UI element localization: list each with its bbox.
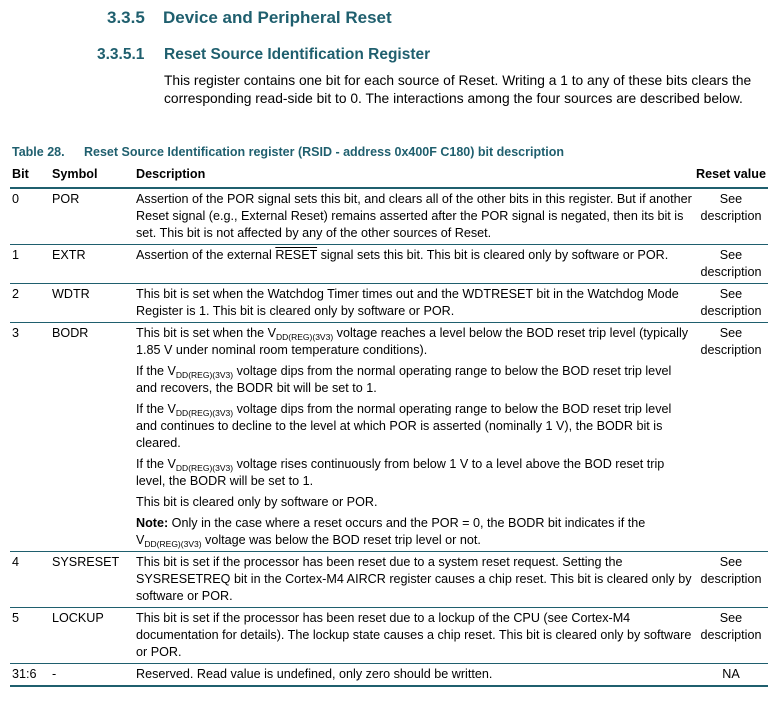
- cell-symbol: POR: [52, 192, 80, 206]
- cell-reset-value: See description: [700, 248, 762, 279]
- note-paragraph: [136, 515, 692, 549]
- cell-reset-value: See description: [700, 287, 762, 318]
- section-number: 3.3.5: [107, 8, 145, 27]
- table-row: [10, 323, 768, 552]
- desc-text: voltage was below the BOD reset trip level or not.: [201, 533, 481, 547]
- vdd-subscript: DD(REG)(3V3): [175, 408, 234, 418]
- vdd-letter: V: [167, 364, 176, 378]
- cell-reset-value: See description: [700, 192, 762, 223]
- table-row: [10, 552, 768, 608]
- intro-paragraph: This register contains one bit for each source of Reset. Writing a 1 to any of these bits clears the corresponding read-side bit to 0. The interactions among the four sources are described below.: [164, 73, 752, 106]
- vdd-letter: V: [167, 402, 176, 416]
- table-number: Table 28.: [12, 145, 65, 159]
- cell-reset-value: NA: [722, 667, 740, 681]
- cell-description: This bit is set when the Watchdog Timer times out and the WDTRESET bit in the Watchdog Mode Register is 1. This bit is cleared only by software or POR.: [136, 287, 679, 318]
- cell-bit: 3: [12, 326, 20, 340]
- desc-text: If the: [136, 457, 168, 471]
- subsection-heading: [97, 46, 430, 64]
- cell-reset-value: See description: [700, 326, 762, 357]
- register-bit-table: [10, 163, 768, 687]
- header-symbol: Symbol: [50, 163, 134, 188]
- cell-description: [134, 323, 694, 552]
- vdd-letter: V: [167, 457, 176, 471]
- section-title: Device and Peripheral Reset: [163, 8, 392, 27]
- desc-text: If the: [136, 364, 168, 378]
- section-heading: [107, 8, 392, 28]
- cell-description: This bit is set if the processor has been reset due to a lockup of the CPU (see Cortex-M4 documentation for details). The lockup state causes a chip reset. This bit is cleared only by software or POR.: [136, 611, 692, 659]
- desc-text: voltage dips from the normal operating range to below the BOD reset trip level and recovers, the BODR bit will be set to 1.: [136, 364, 672, 395]
- vdd-letter: V: [136, 533, 145, 547]
- cell-reset-value: See description: [700, 611, 762, 642]
- desc-paragraph: [136, 401, 692, 452]
- table-row: [10, 188, 768, 245]
- cell-bit: 0: [12, 192, 20, 206]
- cell-reset-value: See description: [700, 555, 762, 586]
- vdd-subscript: DD(REG)(3V3): [175, 463, 234, 473]
- cell-description: Reserved. Read value is undefined, only zero should be written.: [136, 667, 493, 681]
- table-caption: [12, 145, 564, 159]
- vdd-symbol: [136, 533, 202, 547]
- vdd-subscript: DD(REG)(3V3): [276, 332, 334, 342]
- desc-paragraph: [136, 363, 692, 397]
- desc-text: signal sets this bit. This bit is cleared only by software or POR.: [317, 248, 669, 262]
- cell-symbol: BODR: [52, 326, 89, 340]
- subsection-title: Reset Source Identification Register: [164, 46, 431, 63]
- desc-text: voltage rises continuously from below 1 V to a level above the BOD reset trip level, the BODR will be set to 1.: [136, 457, 665, 488]
- vdd-letter: V: [267, 326, 277, 340]
- desc-text: If the: [136, 402, 168, 416]
- cell-symbol: -: [52, 667, 57, 681]
- vdd-subscript: DD(REG)(3V3): [144, 539, 202, 549]
- desc-text: Only in the case where a reset occurs and the POR = 0, the BODR bit indicates if the: [168, 516, 646, 530]
- vdd-subscript: DD(REG)(3V3): [175, 370, 234, 380]
- table-row: [10, 245, 768, 284]
- desc-text: voltage dips from the normal operating range to below the BOD reset trip level and continues to decline to the level at which POR is asserted (nominally 1 V), the BODR bit is cleared.: [136, 402, 672, 450]
- cell-description: This bit is set if the processor has been reset due to a system reset request. Setting the SYSRESETREQ bit in the Cortex-M4 AIRCR register causes a chip reset. This bit is cleared only by software or POR.: [136, 555, 692, 603]
- cell-symbol: LOCKUP: [52, 611, 104, 625]
- table-row: [10, 664, 768, 687]
- header-description: Description: [134, 163, 694, 188]
- vdd-symbol: [268, 326, 334, 340]
- cell-symbol: EXTR: [52, 248, 86, 262]
- desc-text: Assertion of the external: [136, 248, 276, 262]
- table-caption-text: Reset Source Identification register (RSID - address 0x400F C180) bit description: [84, 145, 564, 159]
- subsection-number: 3.3.5.1: [97, 46, 145, 63]
- vdd-symbol: [168, 364, 234, 378]
- table-header-row: [10, 163, 768, 188]
- desc-paragraph: [136, 325, 692, 359]
- vdd-symbol: [168, 402, 234, 416]
- header-bit: Bit: [10, 163, 50, 188]
- cell-bit: 5: [12, 611, 20, 625]
- cell-symbol: WDTR: [52, 287, 90, 301]
- table-row: [10, 608, 768, 664]
- desc-text: This bit is set when the: [136, 326, 268, 340]
- cell-bit: 1: [12, 248, 20, 262]
- cell-symbol: SYSRESET: [52, 555, 120, 569]
- reset-signal-overline: RESET: [275, 248, 318, 262]
- cell-description: [134, 245, 694, 284]
- cell-bit: 2: [12, 287, 20, 301]
- table-row: [10, 284, 768, 323]
- cell-description: Assertion of the POR signal sets this bit, and clears all of the other bits in this register. But if another Reset signal (e.g., External Reset) remains asserted after the POR signal is negated, then its bit is set. This bit is not affected by any of the other sources of Reset.: [136, 192, 692, 240]
- note-label: Note:: [136, 516, 169, 530]
- vdd-symbol: [168, 457, 234, 471]
- desc-text: voltage reaches a level below the BOD reset trip level (typically 1.85 V under nominal room temperature conditions).: [136, 326, 689, 357]
- cell-bit: 31:6: [12, 667, 37, 681]
- header-reset-value: Reset value: [694, 163, 768, 188]
- cell-bit: 4: [12, 555, 20, 569]
- desc-paragraph: [136, 456, 692, 490]
- desc-paragraph: This bit is cleared only by software or POR.: [136, 495, 378, 509]
